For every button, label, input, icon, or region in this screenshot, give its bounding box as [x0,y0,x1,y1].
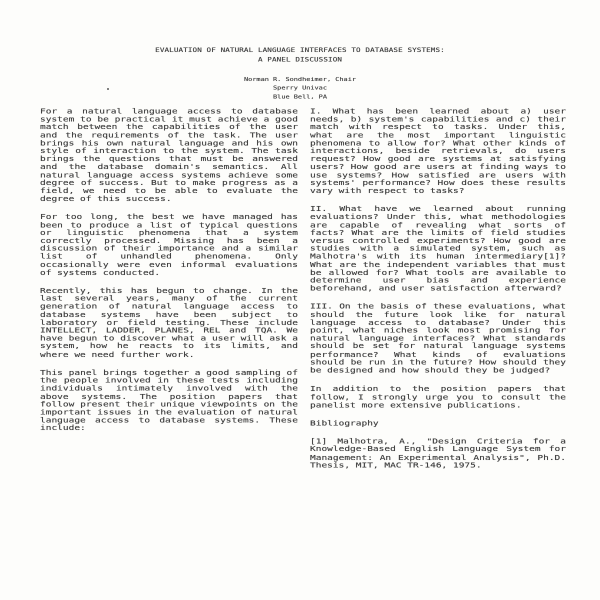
paragraph-panel-sampling: This panel brings together a good sampling of the people involved in these tests including individuals intimately involved with the above systems. The position papers that follow present their unique viewpoints on the important issues in the evaluation of natural language access to database systems. These include: [40,368,298,433]
author-location: Blue Bell, PA [273,93,327,101]
paper-title-line-1: EVALUATION OF NATURAL LANGUAGE INTERFACES TO DATABASE SYSTEMS: [155,46,445,54]
right-column [310,108,566,480]
bibliography-entry-1: [1] Malhotra, A., "Design Criteria for a Knowledge-Based English Language System for Management: An Experimental Analysis", Ph.D. Thesis, MIT, MAC TR-146, 1975. [310,437,566,470]
paragraph-question-1: I. What has been learned about a) user needs, b) system's capabilities and c) their match with respect to tasks. Under this, what are the most important linguistic phenomena to allow for? What other kinds of interactions, beside retrievals, do users request? How good are systems at satisfying users? How good are users at finding ways to use systems? How satisfied are users with systems' performance? How does these results vary with respect to tasks? [310,107,566,196]
bibliography-heading: Bibliography [310,419,379,428]
paragraph-closing: In addition to the position papers that follow, I strongly urge you to consult the panelist more extensive publications. [310,385,566,410]
left-column [40,108,298,443]
paragraph-question-2: II. What have we learned about running evaluations? Under this, what methodologies are capable of revealing what sorts of facts? What are the limits of field studies versus controlled experiments? How good are studies with a simulated system, such as Malhotra's with its human intermediary[1]? What are the independent variables that must be allowed for? What tools are available to determine user bias and experience beforehand, and user satisfaction afterward? [310,204,566,294]
paragraph-question-3: III. On the basis of these evaluations, what should the future look like for natural language access to database? Under this point, what niches look most promising for natural language interfaces? What standards should be set for natural language systems performance? What kinds of evaluations should be run in the future? How should they be designed and how should they be judged? [310,302,566,375]
paragraph-too-long: For too long, the best we have managed has been to produce a list of typical questions or linguistic phenomena that a system correctly processed. Missing has been a discussion of their importance and a similar list of unhandled phenomena. Only occasionally were even informal evaluations of systems conducted. [40,212,298,278]
paper-title-line-2: A PANEL DISCUSSION [257,56,343,64]
author-affiliation: Sperry Univac [273,85,327,92]
paper-header [0,46,600,102]
author-name: Norman R. Sondheimer, Chair [243,76,356,83]
paragraph-intro-match: For a natural language access to database system to be practical it must achieve a good match between the capabilities of the user and the requirements of the task. The user brings his own natural language and his own style of interaction to the system. The task brings the questions that must be answered and the database domain's semantics. All natural language access systems achieve some degree of success. But to make progress as a field, we need to be able to evaluate the degree of this success. [40,107,298,204]
author-block [0,76,600,102]
paragraph-recent-change: Recently, this has begun to change. In the last several years, many of the current generation of natural language access to database systems have been subject to laboratory or field testing. These include INTELLECT, LADDER, PLANES, REL and TQA. We have begun to discover what a user will ask a system, how he reacts to its limits, and where we need further work. [40,286,298,359]
